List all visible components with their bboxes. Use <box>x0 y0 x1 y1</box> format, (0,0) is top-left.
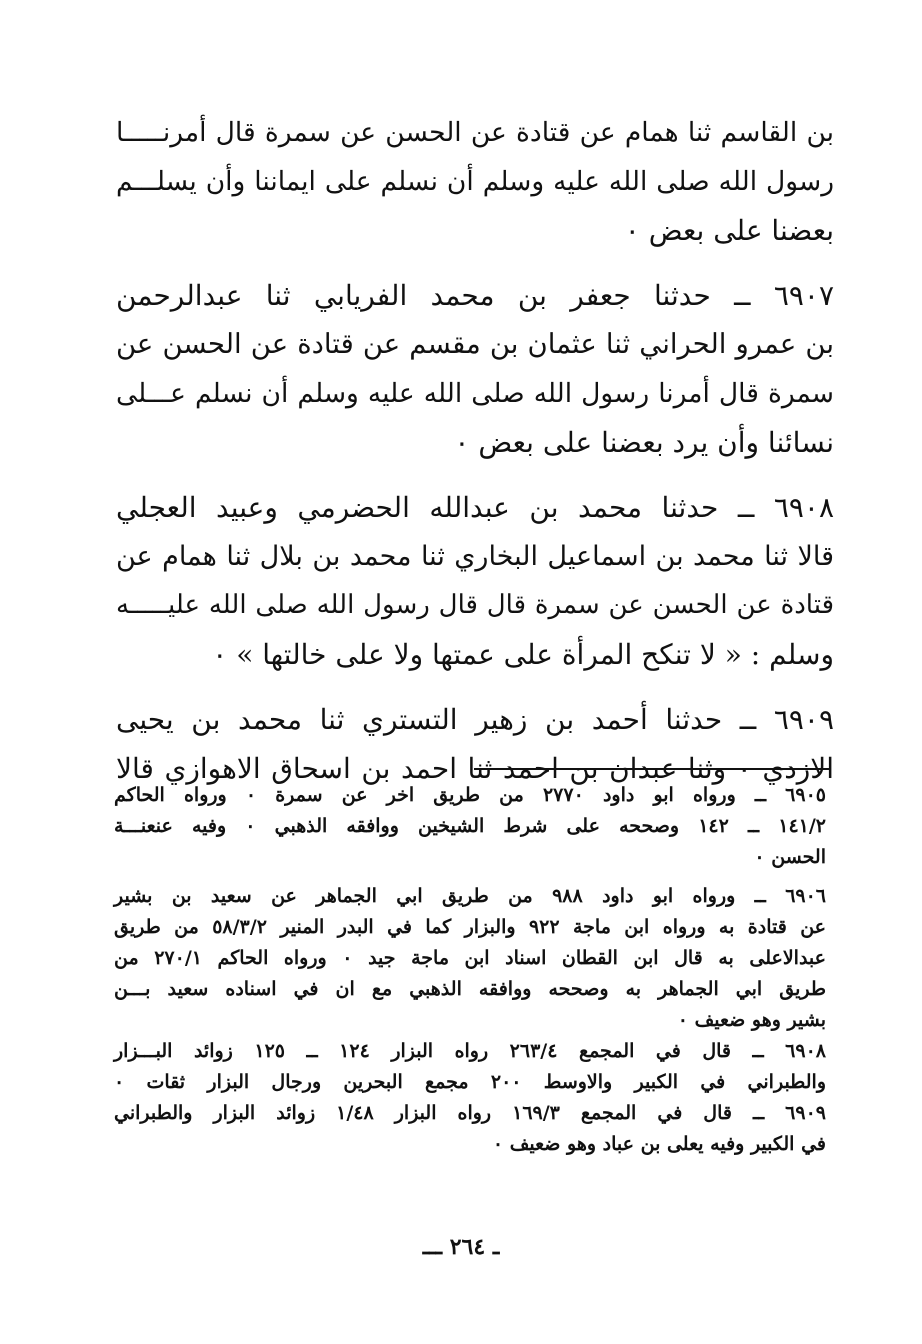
footnote-line: ٦٩٠٨ ــ قال في المجمع ٢٦٣/٤ رواه البزار ١٢٤ ــ ١٢٥ زوائد البـــزار <box>114 1040 826 1062</box>
footnote-line: بشير وهو ضعيف ٠ <box>677 1009 826 1031</box>
hadith-paragraph <box>116 695 834 793</box>
text-line: بن عمرو الحراني ثنا عثمان بن مقسم عن قتادة عن الحسن عن <box>116 328 834 360</box>
text-line: سمرة قال أمرنا رسول الله صلى الله عليه وسلم أن نسلم عـــلى <box>116 378 834 409</box>
footnote <box>114 1098 826 1160</box>
footnote-line: عن قتادة به ورواه ابن ماجة ٩٢٢ والبزار كما في البدر المنير ٥٨/٣/٢ من طريق <box>114 916 827 938</box>
paragraph-spacer <box>116 679 834 695</box>
main-text <box>116 108 834 793</box>
hadith-paragraph <box>116 108 834 255</box>
footnote-line: في الكبير وفيه يعلى بن عباد وهو ضعيف ٠ <box>492 1133 826 1155</box>
footnote-line: طريق ابي الجماهر به وصححه ووافقه الذهبي مع ان في اسناده سعيد بـــن <box>114 978 826 1000</box>
text-line: قتادة عن الحسن عن سمرة قال قال رسول الله صلى الله عليـــــه <box>116 590 834 620</box>
text-line: قالا ثنا محمد بن اسماعيل البخاري ثنا محمد بن بلال ثنا همام عن <box>116 541 834 572</box>
page-number: ـ ٢٦٤ ـــ <box>422 1234 500 1260</box>
text-line: ٦٩٠٨ ــ حدثنا محمد بن عبدالله الحضرمي وعبيد العجلي <box>116 491 834 524</box>
footnote-line: ٦٩٠٥ ــ ورواه ابو داود ٢٧٧٠ من طريق اخر عن سمرة ٠ ورواه الحاكم <box>114 784 826 806</box>
text-line: ٦٩٠٧ ــ حدثنا جعفر بن محمد الفريابي ثنا عبدالرحمن <box>116 279 834 312</box>
text-line: نسائنا وأن يرد بعضنا على بعض ٠ <box>454 426 834 459</box>
footnote <box>114 780 826 873</box>
footnote-line: الحسن ٠ <box>754 846 826 868</box>
paragraph-spacer <box>116 255 834 271</box>
footnote-line: ٦٩٠٩ ــ قال في المجمع ١٦٩/٣ رواه البزار ١/٤٨ زوائد البزار والطبراني <box>114 1102 826 1124</box>
footnote-separator <box>474 768 830 770</box>
footnote-line: ٦٩٠٦ ــ ورواه ابو داود ٩٨٨ من طريق ابي الجماهر عن سعيد بن بشير <box>114 885 827 907</box>
text-line: رسول الله صلى الله عليه وسلم أن نسلم على ايماننا وأن يسلـــم <box>116 166 834 197</box>
hadith-paragraph <box>116 271 834 467</box>
text-line: بعضنا على بعض ٠ <box>624 214 834 247</box>
footnote-line: عبدالاعلى به قال ابن القطان اسناد ابن ماجة جيد ٠ ورواه الحاكم ٢٧٠/١ من <box>114 947 827 969</box>
text-line: وسلم : « لا تنكح المرأة على عمتها ولا على خالتها » ٠ <box>212 638 834 671</box>
text-line: الازدي ٠ وثنا عبدان بن احمد ثنا احمد بن اسحاق الاهوازي قالا <box>116 752 835 785</box>
hadith-paragraph <box>116 483 834 679</box>
footnote <box>114 881 826 1036</box>
footnote-line: ١٤١/٢ ــ ١٤٢ وصححه على شرط الشيخين ووافقه الذهبي ٠ وفيه عنعنـــة <box>114 815 826 837</box>
footnote <box>114 1036 826 1098</box>
footnotes <box>114 780 826 1160</box>
text-line: ٦٩٠٩ ــ حدثنا أحمد بن زهير التستري ثنا محمد بن يحيى <box>116 703 834 736</box>
footnote-spacer <box>114 873 826 881</box>
paragraph-spacer <box>116 467 834 483</box>
footnote-line: والطبراني في الكبير والاوسط ٢٠٠ مجمع البحرين ورجال البزار ثقات ٠ <box>114 1071 827 1093</box>
text-line: بن القاسم ثنا همام عن قتادة عن الحسن عن سمرة قال أمرنـــــا <box>116 117 834 148</box>
